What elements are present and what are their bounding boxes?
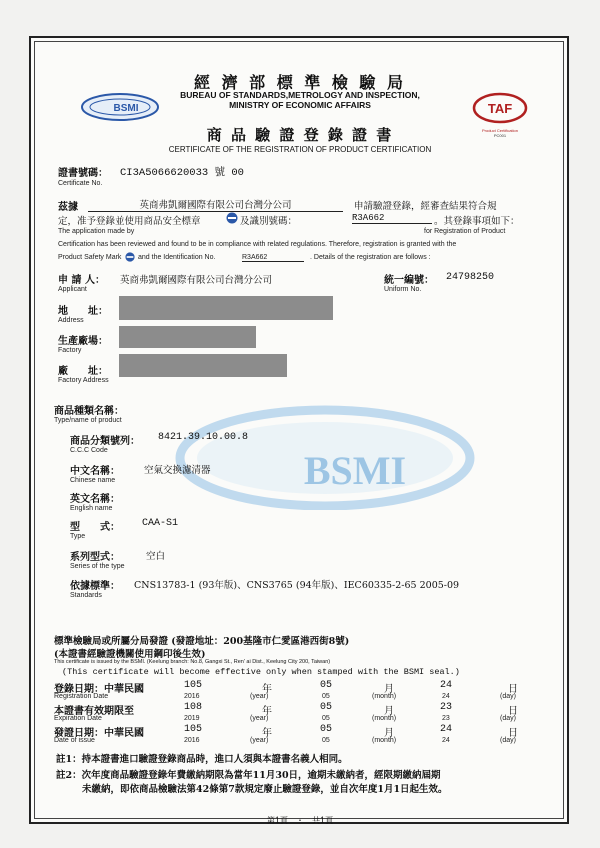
- date-roc-year: 105: [184, 680, 203, 691]
- bsmi-watermark: [175, 400, 475, 510]
- date-roc-year: 108: [184, 702, 203, 713]
- safety-mark-small-icon: [125, 252, 135, 262]
- date-ad-year: 2016: [184, 693, 200, 700]
- date-ad-day: 24: [442, 693, 450, 700]
- factory-redacted: [119, 326, 256, 348]
- date-day: 24: [440, 680, 453, 691]
- en-name-label: 英文名稱：: [70, 494, 120, 505]
- standards-value: CNS13783-1 (93年版)、CNS3765 (94年版)、IEC60335-2-65 2005-09: [134, 580, 460, 591]
- ccc-label-en: C.C.C Code: [70, 447, 108, 454]
- model-type-label: 型 式：: [70, 522, 120, 533]
- date-ad-year: 2016: [184, 737, 200, 744]
- safety-mark-icon: [226, 212, 238, 224]
- statement-line2: 定，准予登錄並使用商品安全標章: [58, 216, 201, 227]
- statement-en-for: for Registration of Product: [424, 228, 506, 235]
- date-ad-month: 05: [322, 693, 330, 700]
- date-month-en: (month): [372, 693, 397, 700]
- date-nian: 年: [262, 706, 272, 717]
- statement-en-line3b: and the Identification No.: [138, 254, 216, 261]
- certificate-number-label-en: Certificate No.: [58, 180, 103, 187]
- statement-en-made-by: The application made by: [58, 228, 135, 235]
- cn-name-label: 中文名稱：: [70, 466, 120, 477]
- address-label: 地 址：: [58, 306, 108, 317]
- taf-logo-text: TAF: [487, 101, 513, 116]
- date-ri: 日: [508, 728, 518, 739]
- date-day: 24: [440, 724, 453, 735]
- note-1: 註1：持本證書進口驗證登錄商品時，進口人須與本證書名義人相同。: [56, 754, 348, 765]
- date-label: 本證書有效期限至: [54, 706, 134, 717]
- note-2-line1: 註2：次年度商品驗證登錄年費繳納期限為當年11月30日，逾期未繳納者，經限期繳納屆期: [56, 770, 441, 781]
- certificate-number: CI3A5066620033 號 00: [120, 167, 244, 179]
- taf-sub: Product Certification: [481, 128, 518, 133]
- factory-label-en: Factory: [58, 347, 82, 354]
- series-value: 空白: [146, 551, 166, 562]
- statement-apply: 申請驗證登錄，經審查結果符合規: [354, 201, 497, 212]
- statement-id-code: R3A662: [352, 213, 432, 224]
- factory-label: 生產廠場：: [58, 336, 108, 347]
- series-label-en: Series of the type: [70, 563, 125, 570]
- factory-address-label-en: Factory Address: [58, 377, 109, 384]
- date-day: 23: [440, 702, 453, 713]
- model-type-value: CAA-S1: [142, 518, 179, 529]
- date-nian: 年: [262, 728, 272, 739]
- note-2-line2: 未繳納，即依商品檢驗法第42條第7款規定廢止驗證登錄，並自次年度1月1日起生效。: [82, 784, 448, 795]
- svg-text:BSMI: BSMI: [303, 448, 407, 493]
- date-month: 05: [320, 680, 333, 691]
- ccc-value: 8421.39.10.00.8: [158, 432, 249, 443]
- certificate-title-cn: 商 品 驗 證 登 錄 證 書: [206, 126, 394, 144]
- address-label-en: Address: [58, 317, 84, 324]
- standards-label-en: Standards: [70, 592, 102, 599]
- bsmi-logo-text: BSMI: [113, 103, 139, 114]
- address-redacted: [119, 296, 333, 320]
- date-label-en: Registration Date: [54, 693, 109, 700]
- date-label-en: Expiration Date: [54, 715, 102, 722]
- date-ad-day: 23: [442, 715, 450, 722]
- applicant-label-en: Applicant: [58, 286, 87, 293]
- date-month: 05: [320, 724, 333, 735]
- date-year-en: (year): [250, 715, 269, 722]
- issuer-line1: 標準檢驗局或所屬分局發證 (發證地址：200基隆市仁愛區港西街8號): [54, 636, 350, 647]
- date-day-en: (day): [500, 693, 516, 700]
- date-month: 05: [320, 702, 333, 713]
- uniform-no-label: 統一編號：: [384, 275, 434, 286]
- agency-name-en-2: MINISTRY OF ECONOMIC AFFAIRS: [229, 100, 371, 110]
- statement-company: 英商弗凱爾國際有限公司台灣分公司: [88, 197, 343, 212]
- statement-line2c: 。其登錄事項如下：: [434, 216, 520, 227]
- issuer-line3: This certificate is issued by the BSMI. (Keelung branch: No.8, Gangxi St., Ren' ai Dist., Keelung City 200, Taiwan): [54, 659, 331, 665]
- date-nian: 年: [262, 684, 272, 695]
- statement-en-line2: Certification has been reviewed and found to be in compliance with related regulations. Therefore, registration is granted with the: [58, 241, 457, 248]
- date-label: 登錄日期：中華民國: [54, 684, 144, 695]
- taf-code: PC001: [493, 133, 507, 138]
- date-year-en: (year): [250, 737, 269, 744]
- date-yue: 月: [384, 728, 394, 739]
- date-yue: 月: [384, 706, 394, 717]
- date-day-en: (day): [500, 737, 516, 744]
- certificate-number-label: 證書號碼：: [58, 168, 108, 179]
- applicant-label: 申 請 人：: [58, 275, 105, 286]
- certificate-title-en: CERTIFICATE OF THE REGISTRATION OF PRODUCT CERTIFICATION: [168, 145, 432, 154]
- ccc-label: 商品分類號列：: [70, 436, 140, 447]
- issuer-line4: (This certificate will become effective only when stamped with the BSMI seal.): [62, 667, 460, 677]
- date-ad-day: 24: [442, 737, 450, 744]
- cn-name-label-en: Chinese name: [70, 477, 116, 484]
- series-label: 系列型式：: [70, 552, 120, 563]
- factory-address-redacted: [119, 354, 287, 377]
- cn-name-value: 空氣交換濾清器: [144, 465, 211, 476]
- statement-en-id: R3A662: [242, 254, 304, 262]
- date-ri: 日: [508, 684, 518, 695]
- date-yue: 月: [384, 684, 394, 695]
- date-label: 發證日期：中華民國: [54, 728, 144, 739]
- date-year-en: (year): [250, 693, 269, 700]
- date-ad-year: 2019: [184, 715, 200, 722]
- factory-address-label: 廠 址：: [58, 366, 108, 377]
- date-ri: 日: [508, 706, 518, 717]
- page-footer: 第1頁 ・ 共1頁: [266, 816, 334, 825]
- model-type-label-en: Type: [70, 533, 86, 540]
- standards-label: 依據標準：: [70, 581, 120, 592]
- date-month-en: (month): [372, 715, 397, 722]
- date-ad-month: 05: [322, 715, 330, 722]
- product-type-label: 商品種類名稱：: [54, 406, 124, 417]
- product-type-label-en: Type/name of product: [54, 417, 122, 424]
- date-month-en: (month): [372, 737, 397, 744]
- issuer-line2: (本證書經驗證機關使用鋼印後生效): [54, 649, 206, 660]
- en-name-label-en: English name: [70, 505, 113, 512]
- statement-line2b: 及識別號碼：: [240, 216, 298, 227]
- agency-name-en-1: BUREAU OF STANDARDS,METROLOGY AND INSPECTION,: [180, 90, 420, 100]
- statement-en-line3a: Product Safety Mark: [58, 254, 122, 261]
- agency-name-cn: 經 濟 部 標 準 檢 驗 局: [194, 73, 406, 92]
- date-ad-month: 05: [322, 737, 330, 744]
- statement-prefix: 茲據: [58, 202, 78, 213]
- date-day-en: (day): [500, 715, 516, 722]
- date-roc-year: 105: [184, 724, 203, 735]
- date-label-en: Date of issue: [54, 737, 95, 744]
- applicant-name: 英商弗凱爾國際有限公司台灣分公司: [120, 275, 273, 286]
- uniform-no: 24798250: [446, 272, 495, 283]
- statement-en-line3c: . Details of the registration are follows :: [310, 254, 431, 261]
- uniform-no-label-en: Uniform No.: [384, 286, 422, 293]
